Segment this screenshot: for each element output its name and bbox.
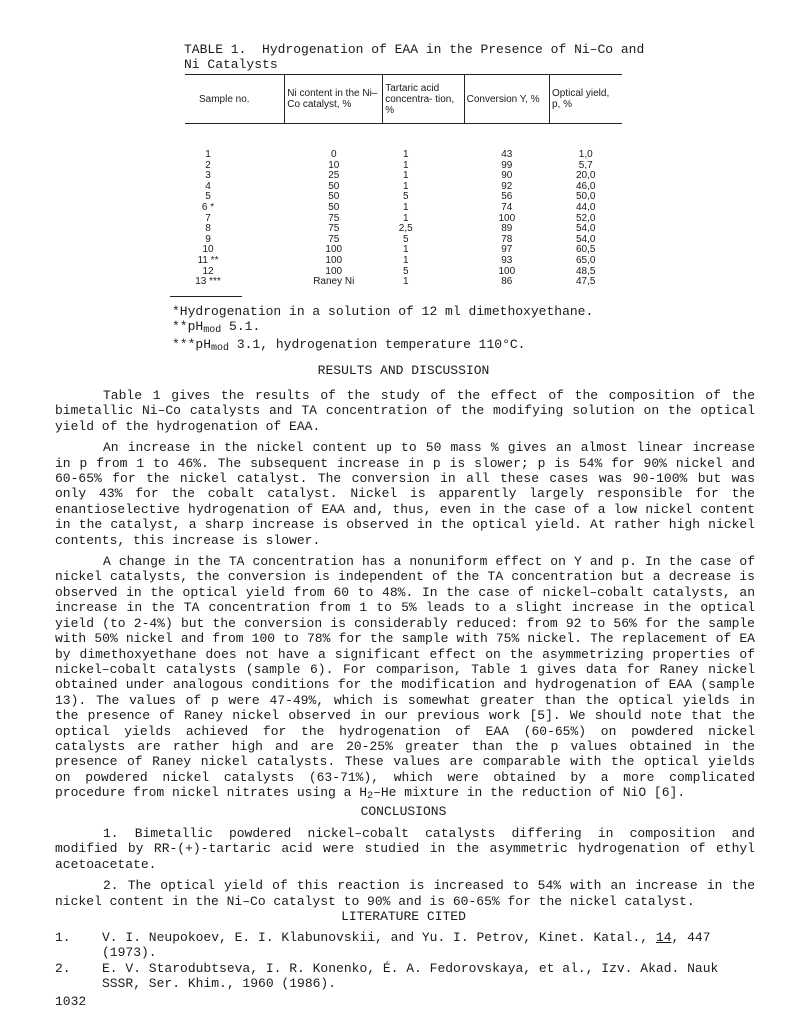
results-heading: RESULTS AND DISCUSSION bbox=[317, 363, 490, 378]
cell-sample-value: 1 bbox=[205, 149, 211, 160]
cell-optical: 47,5 bbox=[576, 276, 596, 288]
table-row bbox=[185, 277, 622, 288]
footnote-3-post: 3.1, hydrogenation temperature 110°C. bbox=[229, 336, 526, 352]
cell-ni-content: 75 bbox=[328, 223, 340, 235]
cell-ni-content: 100 bbox=[325, 244, 343, 256]
cell-sample bbox=[185, 171, 285, 182]
cell-tartaric-value: 1 bbox=[402, 170, 409, 182]
cell-ni-content: 100 bbox=[325, 265, 343, 277]
cell-tartaric bbox=[383, 256, 464, 267]
cell-sample-value: 4 bbox=[205, 180, 211, 192]
cell-tartaric-value: 1 bbox=[402, 276, 409, 288]
cell-conversion: 43 bbox=[501, 149, 513, 160]
cell-ni-content: 50 bbox=[328, 180, 340, 192]
cell-tartaric-value: 5 bbox=[402, 191, 409, 203]
cell-ni-content: 50 bbox=[328, 191, 340, 203]
paragraph-3-text-a: A change in the TA concentration has a nonuniform effect on Y and p. In the case of nickel catalysts, the conversion is independent of the TA concentration but a decrease is observed in the optical yield from 60 to 48%. In the case of nickel–cobalt catalysts, an increase in the TA concentration from 1 to 5% leads to a slight increase in the optical yield (to 2-4%) but the conversion is considerably reduced: from 92 to 56% for the sample with 50% nickel and from 100 to 78% for the sample with 75% nickel. The replacement of EA by dimethoxyethane does not have a significant effect on the asymmetrizing properties of nickel–cobalt catalysts (sample 6). For comparison, Table 1 gives data for Raney nickel obtained under analogous conditions for the modification and hydrogenation of EAA (sample 13). The values of p were 47-49%, which is somewhat greater than the optical yields in the presence of Raney nickel observed in our previous work [5]. We should note that the optical yields achieved for the hydrogenation of EAA (60-65%) on powdered nickel catalysts are rather high and are 20-25% greater than the p values obtained in the presence of Raney nickel catalysts. These values are comparable with the optical yields on powdered nickel catalysts (63-71%), which were obtained by a more complicated procedure from nickel nitrates using a H bbox=[55, 554, 755, 801]
cell-conversion: 90 bbox=[501, 170, 513, 182]
reference-item bbox=[55, 961, 755, 992]
cell-tartaric bbox=[383, 267, 464, 278]
cell-tartaric-value: 1 bbox=[402, 201, 409, 213]
cell-tartaric bbox=[383, 192, 464, 203]
cell-sample bbox=[185, 203, 285, 214]
cell-conversion: 56 bbox=[501, 191, 513, 203]
conclusion-1: 1. Bimetallic powdered nickel–cobalt catalysts differing in composition and modified by RR-(+)-tartaric acid were studied in the asymmetric hydrogenation of ethyl acetoacetate. bbox=[55, 826, 755, 872]
reference-number: 1. bbox=[55, 930, 71, 945]
cell-sample bbox=[185, 124, 285, 161]
literature-heading: LITERATURE CITED bbox=[341, 909, 466, 924]
cell-sample-value: 2 bbox=[205, 159, 211, 171]
cell-optical: 46,0 bbox=[576, 180, 596, 192]
cell-sample-value: 12 bbox=[202, 265, 214, 277]
references-list bbox=[55, 930, 755, 992]
reference-number: 2. bbox=[55, 960, 71, 976]
page-number: 1032 bbox=[55, 994, 87, 1009]
cell-tartaric-value: 5 bbox=[402, 233, 409, 245]
cell-sample bbox=[185, 277, 285, 288]
cell-tartaric-value: 1 bbox=[402, 212, 409, 224]
paragraph-3 bbox=[55, 554, 755, 803]
cell-conversion: 89 bbox=[501, 223, 513, 235]
cell-sample-value: 7 bbox=[205, 212, 211, 224]
cell-sample-value: 8 bbox=[205, 223, 211, 235]
cell-optical: 60,5 bbox=[576, 244, 596, 256]
cell-tartaric-value: 5 bbox=[402, 265, 409, 277]
cell-sample-value: 13 *** bbox=[195, 276, 221, 288]
footnote-2-post: 5.1. bbox=[221, 319, 261, 335]
cell-sample bbox=[185, 182, 285, 193]
reference-text-pre: V. I. Neupokoev, E. I. Klabunovskii, and Yu. I. Petrov, Kinet. Katal., bbox=[102, 930, 656, 945]
footnote-rule bbox=[170, 296, 242, 297]
cell-conversion: 97 bbox=[501, 244, 513, 256]
cell-sample-value: 11 ** bbox=[197, 254, 219, 266]
conclusion-2: 2. The optical yield of this reaction is increased to 54% with an increase in the nickel content in the Ni–Co catalyst to 90% and is 60-65% for the nickel catalyst. bbox=[55, 878, 755, 909]
cell-sample-value: 5 bbox=[205, 191, 211, 203]
cell-optical: 48,5 bbox=[576, 265, 596, 277]
cell-ni-content: 0 bbox=[330, 149, 337, 160]
conclusions-body bbox=[55, 826, 755, 909]
cell-optical: 50,0 bbox=[576, 191, 596, 203]
cell-optical: 65,0 bbox=[576, 254, 596, 266]
cell-optical: 54,0 bbox=[576, 223, 596, 235]
paragraph-1: Table 1 gives the results of the study of the effect of the composition of the bimetallic Ni–Co catalysts and TA concentration of the modifying solution on the optical yield of the hydrogenation of EAA. bbox=[55, 388, 755, 434]
reference-volume: 14 bbox=[655, 930, 672, 945]
footnote-2-pre: **pH bbox=[172, 319, 204, 335]
table-body bbox=[185, 124, 622, 288]
reference-text: E. V. Starodubtseva, I. R. Konenko, É. A. Fedorovskaya, et al., Izv. Akad. Nauk SSSR, Ser. Khim., 1960 (1986). bbox=[102, 960, 719, 992]
cell-conversion: 100 bbox=[498, 265, 516, 277]
cell-tartaric-value: 2,5 bbox=[398, 223, 413, 235]
cell-optical: 54,0 bbox=[576, 233, 596, 245]
cell-sample bbox=[185, 256, 285, 267]
reference-item bbox=[55, 930, 755, 961]
cell-tartaric bbox=[383, 161, 464, 172]
table-caption-line1: TABLE 1. Hydrogenation of EAA in the Presence of Ni–Co and bbox=[184, 42, 645, 57]
cell-conversion: 78 bbox=[501, 233, 513, 245]
cell-tartaric bbox=[383, 203, 464, 214]
cell-ni-content: Raney Ni bbox=[313, 276, 355, 288]
cell-tartaric-value: 1 bbox=[402, 254, 409, 266]
cell-sample bbox=[185, 235, 285, 246]
cell-tartaric-value: 1 bbox=[402, 244, 409, 256]
cell-tartaric bbox=[383, 235, 464, 246]
header-ni-content: Ni content in the Ni–Co catalyst, % bbox=[285, 75, 383, 124]
cell-sample bbox=[185, 192, 285, 203]
reference-text bbox=[102, 930, 755, 961]
conclusions-heading: CONCLUSIONS bbox=[360, 804, 447, 819]
cell-conversion: 86 bbox=[501, 276, 513, 288]
table-row bbox=[185, 124, 622, 161]
cell-tartaric bbox=[383, 245, 464, 256]
cell-conversion: 74 bbox=[501, 201, 513, 213]
data-table bbox=[185, 74, 622, 288]
cell-tartaric-value: 1 bbox=[402, 149, 409, 160]
data-table-container bbox=[185, 74, 622, 288]
cell-tartaric bbox=[383, 124, 464, 161]
cell-tartaric bbox=[383, 277, 464, 288]
paragraph-3-text-b: –He mixture in the reduction of NiO [6]. bbox=[373, 785, 686, 801]
cell-sample-value: 3 bbox=[205, 170, 211, 182]
footnote-1: *Hydrogenation in a solution of 12 ml dimethoxyethane. bbox=[172, 304, 594, 319]
cell-conversion: 92 bbox=[501, 180, 513, 192]
cell-conversion: 100 bbox=[498, 212, 516, 224]
header-sample: Sample no. bbox=[185, 75, 285, 124]
results-body bbox=[55, 388, 755, 803]
cell-optical: 1,0 bbox=[578, 149, 593, 160]
cell-optical: 52,0 bbox=[576, 212, 596, 224]
cell-sample bbox=[185, 224, 285, 235]
footnote-3-sub: mod bbox=[211, 342, 230, 354]
table-caption-line2: Ni Catalysts bbox=[184, 57, 278, 73]
paragraph-3-sub: 2 bbox=[367, 791, 374, 803]
cell-ni-content: 75 bbox=[328, 233, 340, 245]
cell-ni-content: 25 bbox=[328, 170, 340, 182]
cell-tartaric bbox=[383, 214, 464, 225]
cell-optical: 44,0 bbox=[576, 201, 596, 213]
cell-conversion: 93 bbox=[501, 254, 513, 266]
footnote-2 bbox=[172, 319, 593, 336]
cell-ni-content: 10 bbox=[328, 159, 340, 171]
footnotes bbox=[172, 304, 593, 354]
cell-tartaric bbox=[383, 224, 464, 235]
cell-tartaric bbox=[383, 171, 464, 182]
table-header-row bbox=[185, 75, 622, 124]
reference-text-post: , 447 (1973). bbox=[102, 930, 711, 961]
cell-optical: 20,0 bbox=[576, 170, 596, 182]
cell-tartaric-value: 1 bbox=[402, 159, 409, 171]
header-optical: Optical yield, p, % bbox=[549, 75, 622, 124]
paragraph-2: An increase in the nickel content up to 50 mass % gives an almost linear increase in p from 1 to 46%. The subsequent increase in p is slower; p is 54% for 90% nickel and 60-65% for the nickel catalyst. The conversion in all these cases was 90-100% but was only 43% for the cobalt catalyst. Nickel is apparently largely responsible for the enantioselective hydrogenation of EAA and, thus, even in the case of a low nickel content in the catalyst, a sharp increase is observed in the optical yield. At rather high nickel contents, this increase is slower. bbox=[55, 440, 755, 548]
table-caption bbox=[184, 42, 644, 73]
cell-ni-content: 75 bbox=[328, 212, 340, 224]
footnote-3-pre: ***pH bbox=[172, 336, 212, 352]
header-conversion: Conversion Y, % bbox=[464, 75, 549, 124]
header-tartaric: Tartaric acid concentra- tion, % bbox=[383, 75, 464, 124]
cell-tartaric-value: 1 bbox=[402, 180, 409, 192]
table-row bbox=[185, 256, 622, 267]
cell-sample-value: 10 bbox=[202, 244, 214, 256]
cell-sample-value: 6 * bbox=[201, 201, 215, 213]
cell-ni-content: 100 bbox=[325, 254, 343, 266]
cell-sample-value: 9 bbox=[205, 233, 211, 245]
table-row bbox=[185, 203, 622, 214]
cell-ni-content: 50 bbox=[328, 201, 340, 213]
cell-optical: 5,7 bbox=[578, 159, 593, 171]
cell-sample bbox=[185, 161, 285, 172]
cell-sample bbox=[185, 214, 285, 225]
cell-tartaric bbox=[383, 182, 464, 193]
footnote-2-sub: mod bbox=[203, 325, 222, 337]
footnote-3 bbox=[172, 337, 593, 354]
cell-conversion: 99 bbox=[501, 159, 513, 171]
